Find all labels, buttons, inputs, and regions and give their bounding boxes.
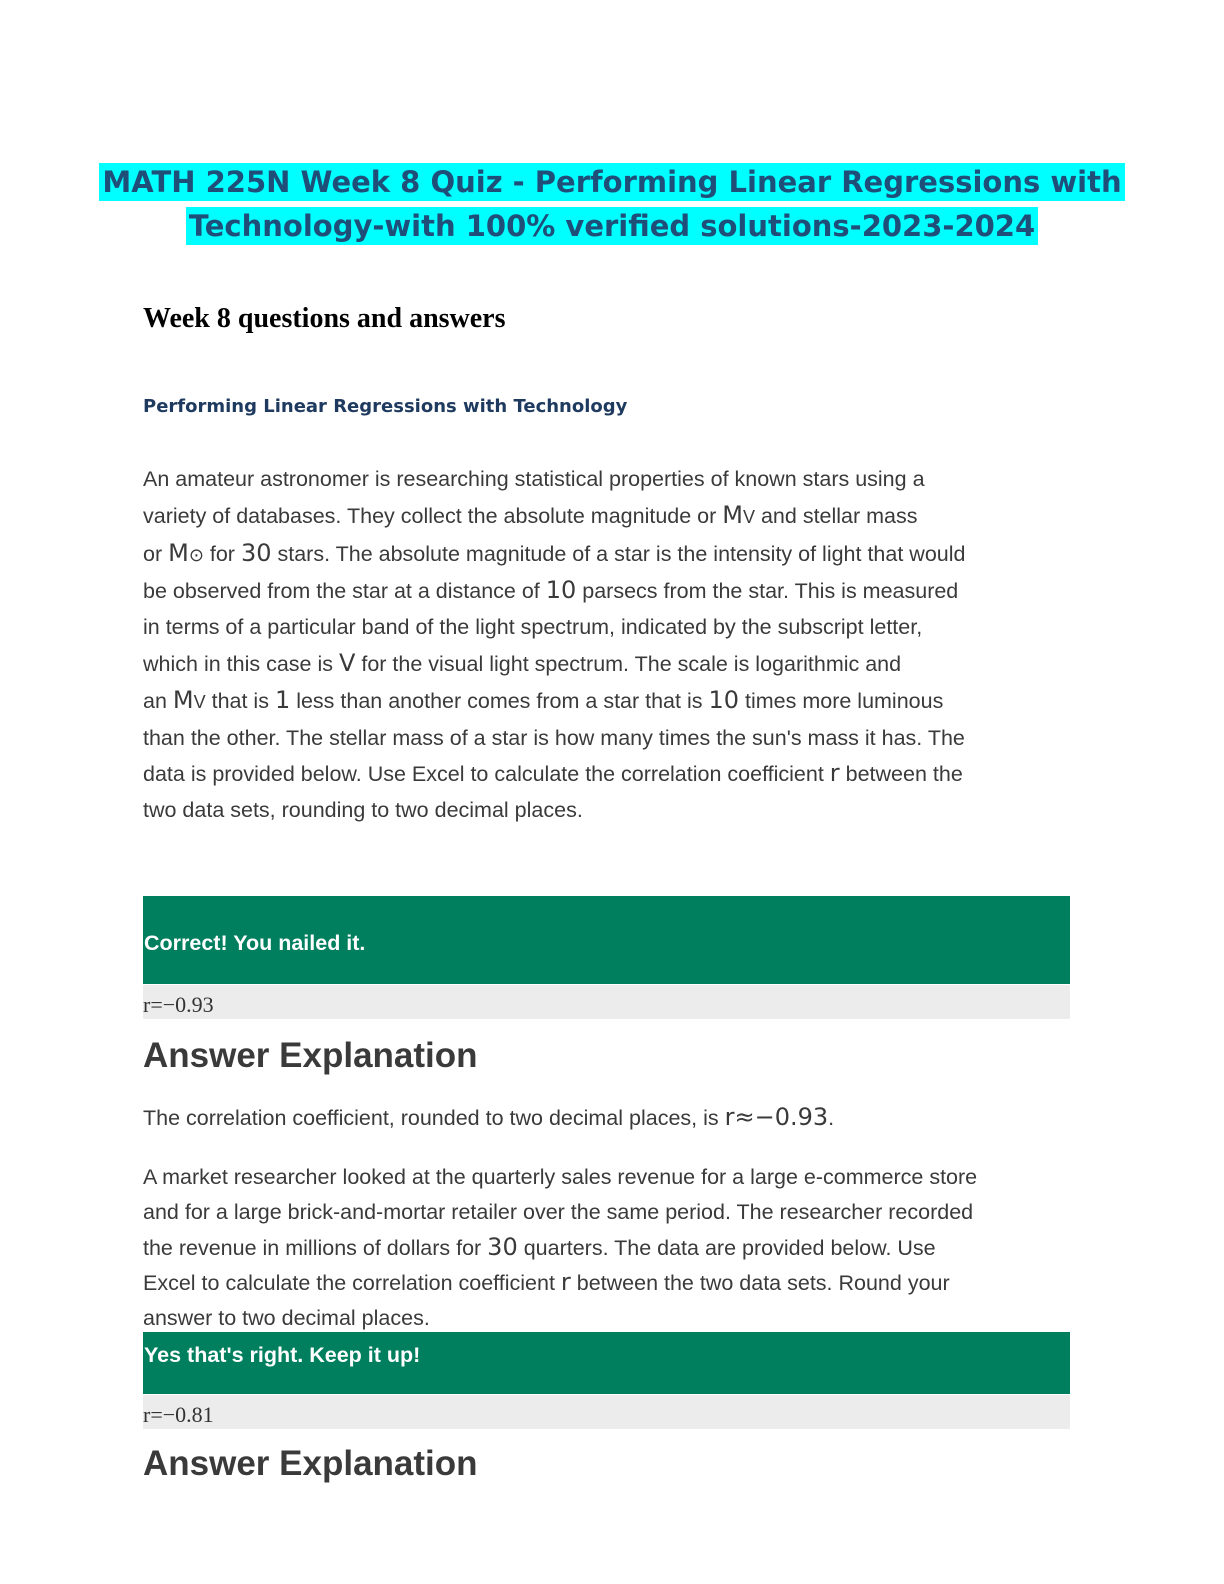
q1-line: which in this case is V for the visual light spectrum. The scale is logarithmic and — [143, 648, 902, 677]
question-1-text — [143, 462, 1073, 829]
math-M: M — [172, 685, 194, 714]
math-number: 30 — [240, 538, 272, 567]
answer-value-1: r=−0.93 — [143, 985, 1070, 1019]
math-sub-V: V — [742, 506, 755, 527]
document-title — [80, 160, 1144, 248]
section-heading: Performing Linear Regressions with Technology — [143, 396, 628, 417]
math-M: M — [168, 538, 189, 567]
math-M: M — [722, 500, 743, 529]
question-2-text — [143, 1160, 1073, 1336]
q1-line: variety of databases. They collect the absolute magnitude or MV and stellar mass — [143, 500, 918, 529]
q1-line: or M⊙ for 30 stars. The absolute magnitude of a star is the intensity of light that would — [143, 538, 966, 567]
q2-line: A market researcher looked at the quarterly sales revenue for a large e-commerce store — [143, 1165, 978, 1189]
title-line-1: MATH 225N Week 8 Quiz - Performing Linear Regressions with — [99, 163, 1124, 201]
math-r-value: r≈−0.93 — [724, 1103, 829, 1131]
q2-line: the revenue in millions of dollars for 30 quarters. The data are provided below. Use — [143, 1232, 936, 1261]
correct-banner-2 — [143, 1332, 1070, 1394]
q1-line: be observed from the star at a distance of 10 parsecs from the star. This is measured — [143, 576, 959, 605]
q2-line: answer to two decimal places. — [143, 1306, 430, 1331]
math-number: 30 — [487, 1232, 518, 1261]
q1-line: data is provided below. Use Excel to calculate the correlation coefficient r between the — [143, 759, 963, 788]
explanation-1-text: The correlation coefficient, rounded to two decimal places, is r≈−0.93. — [143, 1103, 835, 1131]
math-sub-V: V — [193, 691, 206, 712]
q2-line: Excel to calculate the correlation coefficient r between the two data sets. Round your — [143, 1268, 950, 1297]
math-r: r — [560, 1268, 571, 1297]
q1-line: in terms of a particular band of the light spectrum, indicated by the subscript letter, — [143, 615, 923, 640]
q1-line: than the other. The stellar mass of a star is how many times the sun's mass it has. The — [143, 725, 965, 750]
math-r: r — [829, 759, 840, 788]
explanation-heading-1: Answer Explanation — [143, 1036, 478, 1075]
title-line-2: Technology-with 100% verified solutions-2023-2024 — [186, 207, 1038, 245]
q1-line: an MV that is 1 less than another comes from a star that is 10 times more luminous — [143, 685, 944, 714]
q2-line: and for a large brick-and-mortar retailer over the same period. The researcher recorded — [143, 1199, 974, 1224]
math-V: V — [338, 648, 356, 677]
math-number: 10 — [545, 576, 577, 605]
q1-line: two data sets, rounding to two decimal places. — [143, 798, 583, 823]
math-number: 10 — [708, 685, 740, 714]
week-heading: Week 8 questions and answers — [143, 303, 506, 334]
banner-text: Correct! You nailed it. — [144, 931, 366, 955]
answer-value-2: r=−0.81 — [143, 1395, 1070, 1429]
math-number: 1 — [274, 685, 291, 714]
explanation-heading-2: Answer Explanation — [143, 1444, 478, 1483]
correct-banner-1 — [143, 896, 1070, 984]
math-sun-symbol: ⊙ — [188, 544, 204, 565]
banner-text: Yes that's right. Keep it up! — [144, 1343, 421, 1367]
q1-line: An amateur astronomer is researching statistical properties of known stars using a — [143, 467, 925, 491]
